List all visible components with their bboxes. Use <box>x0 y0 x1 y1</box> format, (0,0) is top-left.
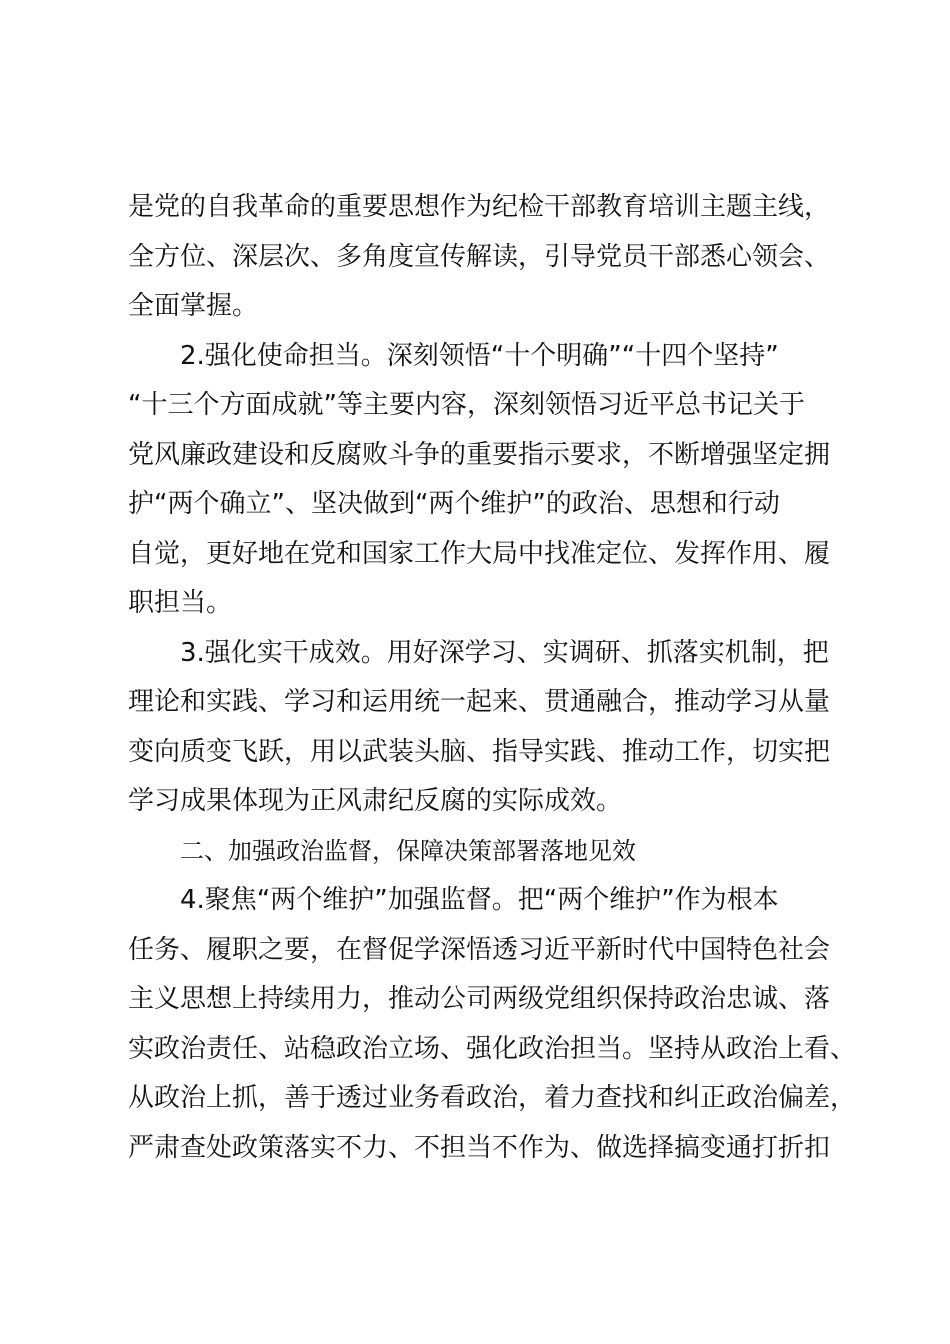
text-line: 自觉，更好地在党和国家工作大局中找准定位、发挥作用、履 <box>128 538 831 569</box>
text-line: 主义思想上持续用力，推动公司两级党组织保持政治忠诚、落 <box>128 984 831 1014</box>
text-line: 职担当。 <box>128 588 233 618</box>
text-line: 严肃查处政策落实不力、不担当不作为、做选择搞变通打折扣 <box>128 1132 831 1163</box>
text-line: 理论和实践、学习和运用统一起来、贯通融合，推动学习从量 <box>128 687 831 717</box>
text-line: 全面掌握。 <box>128 291 259 321</box>
text-line: 实政治责任、站稳政治立场、强化政治担当。坚持从政治上看、 <box>128 1033 857 1064</box>
text-line: 任务、履职之要，在督促学深悟透习近平新时代中国特色社会 <box>128 934 831 965</box>
text-line: 是党的自我革命的重要思想作为纪检干部教育培训主题主线， <box>128 192 831 222</box>
text-line: 从政治上抓，善于透过业务看政治，着力查找和纠正政治偏差， <box>128 1083 857 1113</box>
text-line: 全方位、深层次、多角度宣传解读，引导党员干部悉心领会、 <box>128 241 831 272</box>
paragraph-start-line: 2.强化使命担当。深刻领悟“十个明确”“十四个坚持” <box>180 340 779 371</box>
text-line: 党风廉政建设和反腐败斗争的重要指示要求，不断增强坚定拥 <box>128 439 831 470</box>
paragraph-start-line: 3.强化实干成效。用好深学习、实调研、抓落实机制，把 <box>180 637 829 668</box>
text-line: 学习成果体现为正风肃纪反腐的实际成效。 <box>128 786 623 816</box>
text-line: 变向质变飞跃，用以武装头脑、指导实践、推动工作，切实把 <box>128 736 831 767</box>
section-heading: 二、加强政治监督，保障决策部署落地见效 <box>180 836 636 865</box>
text-line: “十三个方面成就”等主要内容，深刻领悟习近平总书记关于 <box>128 390 805 420</box>
document-body <box>128 183 857 1173</box>
paragraph-start-line: 4.聚焦“两个维护”加强监督。把“两个维护”作为根本 <box>180 885 779 915</box>
text-line: 护“两个确立”、坚决做到“两个维护”的政治、思想和行动 <box>128 489 780 519</box>
